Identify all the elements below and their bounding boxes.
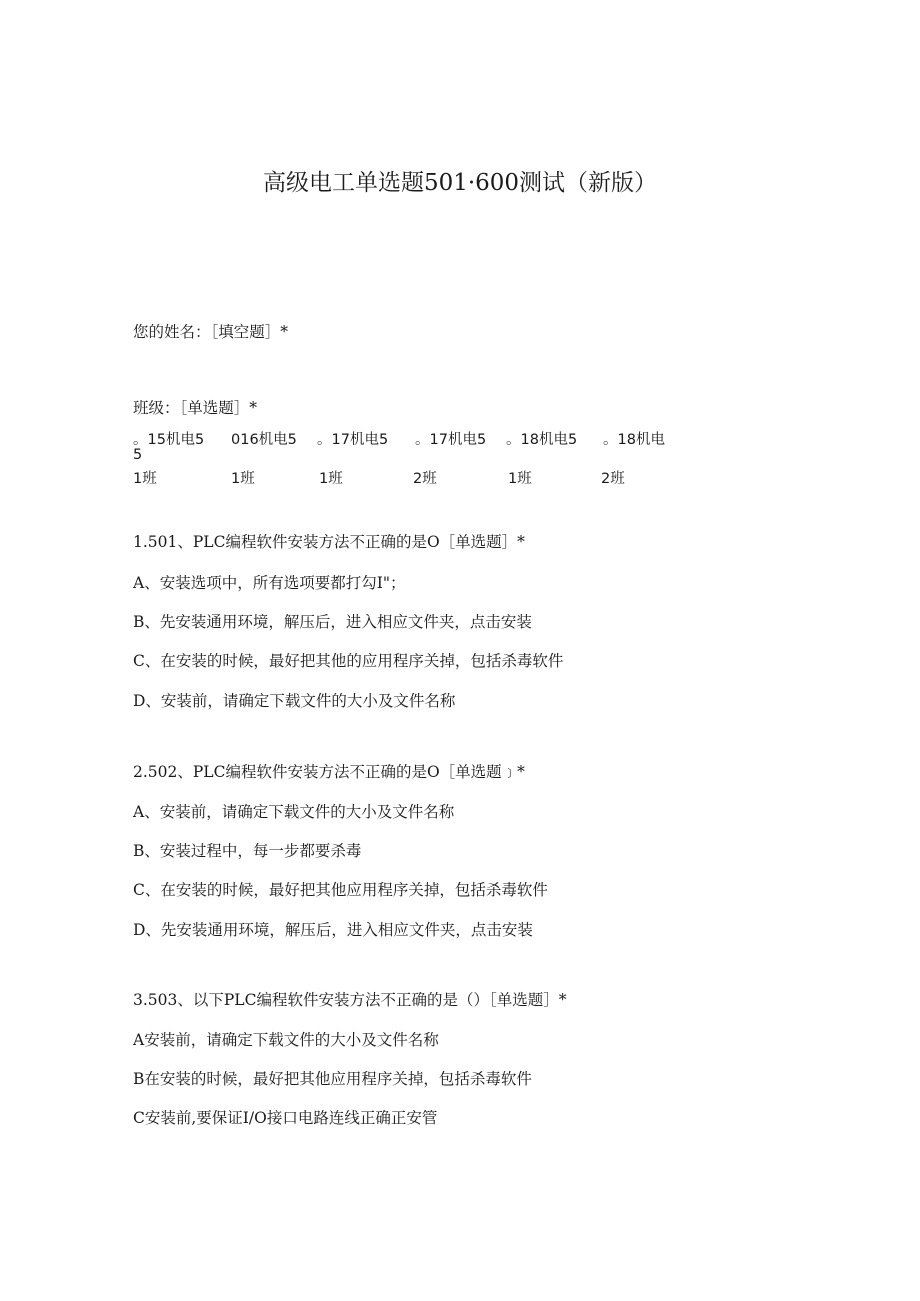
question-2-stem: 2.502、PLC编程软件安装方法不正确的是O［单选题﹞* <box>133 763 525 781</box>
class-option-6[interactable]: 。18机电 <box>603 432 665 448</box>
question-3-option-c[interactable]: C安装前,要保证I/O接口电路连线正确正安管 <box>133 1109 438 1127</box>
class-option-5-suffix: 1班 <box>508 471 532 487</box>
class-option-3[interactable]: 。17机电5 <box>317 432 389 448</box>
class-option-2-suffix: 1班 <box>231 471 255 487</box>
question-2-option-d[interactable]: D、先安装通用环境，解压后，进入相应文件夹，点击安装 <box>133 921 533 939</box>
question-3-stem: 3.503、以下PLC编程软件安装方法不正确的是（）［单选题］* <box>133 991 567 1009</box>
question-1-stem: 1.501、PLC编程软件安装方法不正确的是O［单选题］* <box>133 533 525 551</box>
question-1-option-c[interactable]: C、在安装的时候，最好把其他的应用程序关掉，包括杀毒软件 <box>133 652 564 670</box>
question-3-option-a[interactable]: A安装前，请确定下载文件的大小及文件名称 <box>133 1031 439 1049</box>
question-1-option-b[interactable]: B、先安装通用环境，解压后，进入相应文件夹，点击安装 <box>133 613 532 631</box>
class-option-4[interactable]: 。17机电5 <box>415 432 487 448</box>
class-option-1[interactable]: 。15机电5 <box>133 432 205 448</box>
class-field-label: 班级：［单选题］* <box>133 399 258 417</box>
name-field-label: 您的姓名：［填空题］* <box>133 323 289 341</box>
question-2-option-a[interactable]: A、安装前，请确定下载文件的大小及文件名称 <box>133 803 455 821</box>
class-option-4-suffix: 2班 <box>413 471 437 487</box>
class-option-6-suffix: 2班 <box>601 471 625 487</box>
question-1-option-a[interactable]: A、安装选项中，所有选项要都打勾I"； <box>133 574 406 592</box>
question-1-option-d[interactable]: D、安装前，请确定下载文件的大小及文件名称 <box>133 692 456 710</box>
question-2-option-b[interactable]: B、安装过程中，每一步都要杀毒 <box>133 842 362 860</box>
page-title: 高级电工单选题501·600测试（新版） <box>262 170 658 196</box>
class-option-5[interactable]: 。18机电5 <box>506 432 578 448</box>
class-option-1-suffix: 1班 <box>133 471 157 487</box>
class-option-2[interactable]: 016机电5 <box>231 432 297 448</box>
class-option-3-suffix: 1班 <box>319 471 343 487</box>
class-option-wrap-text: 5 <box>133 447 143 463</box>
question-2-option-c[interactable]: C、在安装的时候，最好把其他应用程序关掉，包括杀毒软件 <box>133 881 548 899</box>
question-3-option-b[interactable]: B在安装的时候，最好把其他应用程序关掉，包括杀毒软件 <box>133 1070 532 1088</box>
